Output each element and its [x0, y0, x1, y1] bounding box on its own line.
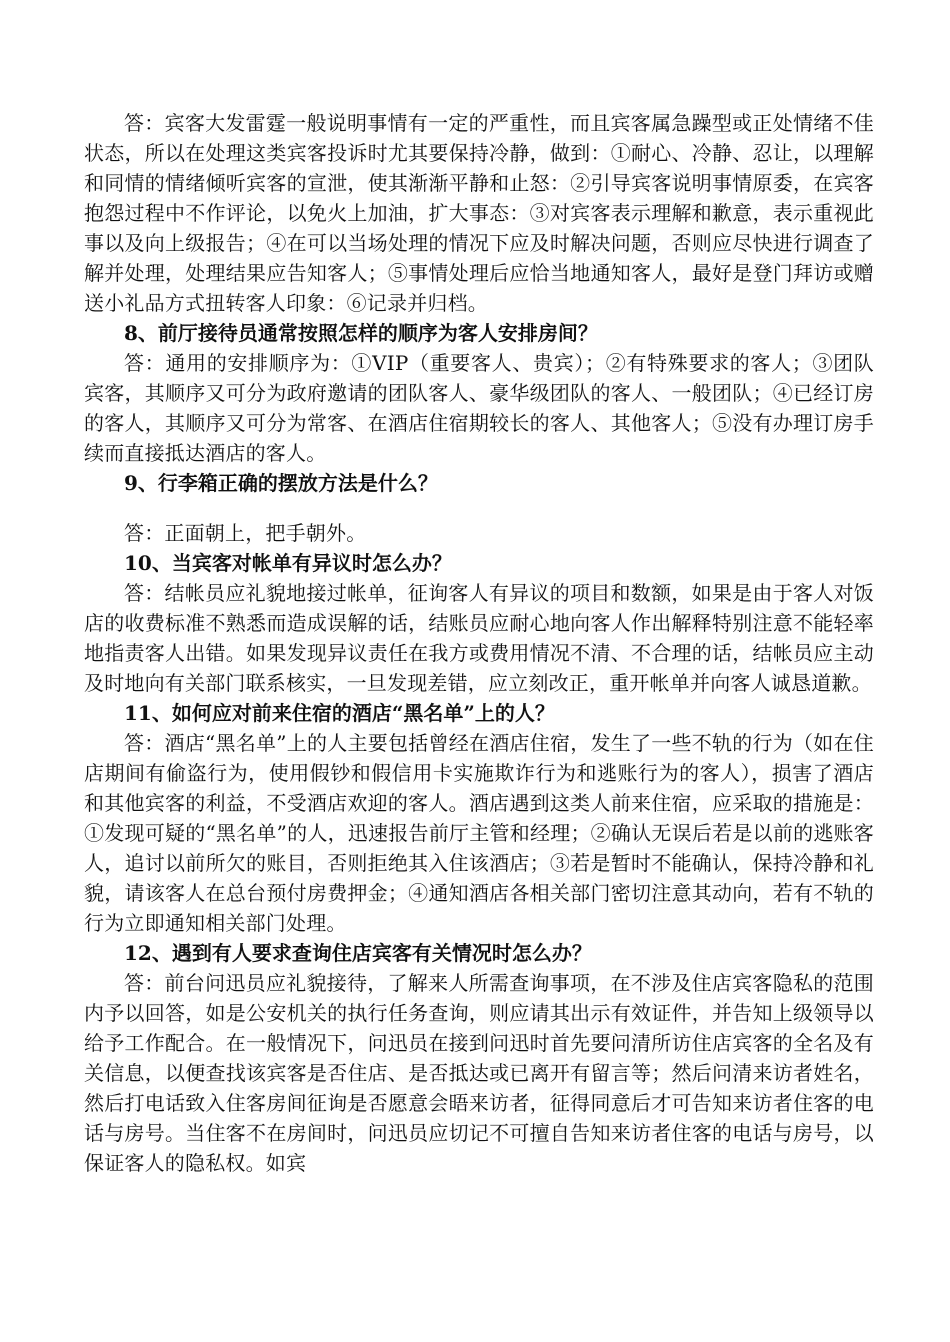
answer-paragraph: 答：宾客大发雷霆一般说明事情有一定的严重性，而且宾客属急躁型或正处情绪不佳状态，所以在处理这类宾客投诉时尤其要保持冷静，做到：①耐心、冷静、忍让，以理解和同情的情绪倾听宾客的宣泄，使其渐渐平静和止怒：②引导宾客说明事情原委，在宾客抱怨过程中不作评论，以免火上加油，扩大事态：③对宾客表示理解和歉意，表示重视此事以及向上级报告；④在可以当场处理的情况下应及时解决问题，否则应尽快进行调查了解并处理，处理结果应告知客人；⑤事情处理后应恰当地通知客人，最好是登门拜访或赠送小礼品方式扭转客人印象：⑥记录并归档。 [84, 111, 874, 315]
question-heading: 11、如何应对前来住宿的酒店“黑名单”上的人？ [124, 701, 555, 725]
answer-paragraph: 答：通用的安排顺序为：①VIP（重要客人、贵宾）；②有特殊要求的客人；③团队宾客，其顺序又可分为政府邀请的团队客人、豪华级团队的客人、一般团队；④已经订房的客人，其顺序又可分为常客、在酒店住宿期较长的客人、其他客人；⑤没有办理订房手续而直接抵达酒店的客人。 [84, 351, 874, 465]
question-heading: 8、前厅接待员通常按照怎样的顺序为客人安排房间？ [124, 321, 598, 345]
answer-paragraph: 答：正面朝上，把手朝外。 [124, 521, 367, 545]
paragraph-gap [84, 498, 874, 518]
question-heading: 12、遇到有人要求查询住店宾客有关情况时怎么办？ [124, 941, 592, 965]
question-heading: 10、当宾客对帐单有异议时怎么办？ [124, 551, 452, 575]
question-heading: 9、行李箱正确的摆放方法是什么？ [124, 471, 438, 495]
answer-paragraph: 答：前台问迅员应礼貌接待，了解来人所需查询事项，在不涉及住店宾客隐私的范围内予以回答，如是公安机关的执行任务查询，则应请其出示有效证件，并告知上级领导以给予工作配合。在一般情况下，问迅员在接到问迅时首先要问清所访住店宾客的全名及有关信息，以便查找该宾客是否住店、是否抵达或已离开有留言等；然后问清来访者姓名，然后打电话致入住客房间征询是否愿意会晤来访者，征得同意后才可告知来访者住客的电话与房号。当住客不在房间时，问迅员应切记不可擅自告知来访者住客的电话与房号，以保证客人的隐私权。如宾 [84, 971, 874, 1175]
document-page [84, 108, 874, 1178]
answer-paragraph: 答：结帐员应礼貌地接过帐单，征询客人有异议的项目和数额，如果是由于客人对饭店的收费标准不熟悉而造成误解的话，结账员应耐心地向客人作出解释特别注意不能轻率地指责客人出错。如果发现异议责任在我方或费用情况不清、不合理的话，结帐员应主动及时地向有关部门联系核实，一旦发现差错，应立刻改正，重开帐单并向客人诚恳道歉。 [84, 581, 874, 695]
answer-paragraph: 答：酒店“黑名单”上的人主要包括曾经在酒店住宿，发生了一些不轨的行为（如在住店期间有偷盗行为，使用假钞和假信用卡实施欺诈行为和逃账行为的客人），损害了酒店和其他宾客的利益，不受酒店欢迎的客人。酒店遇到这类人前来住宿，应采取的措施是：①发现可疑的“黑名单”的人，迅速报告前厅主管和经理；②确认无误后若是以前的逃账客人，追讨以前所欠的账目，否则拒绝其入住该酒店；③若是暂时不能确认，保持冷静和礼貌，请该客人在总台预付房费押金；④通知酒店各相关部门密切注意其动向，若有不轨的行为立即通知相关部门处理。 [84, 731, 874, 935]
